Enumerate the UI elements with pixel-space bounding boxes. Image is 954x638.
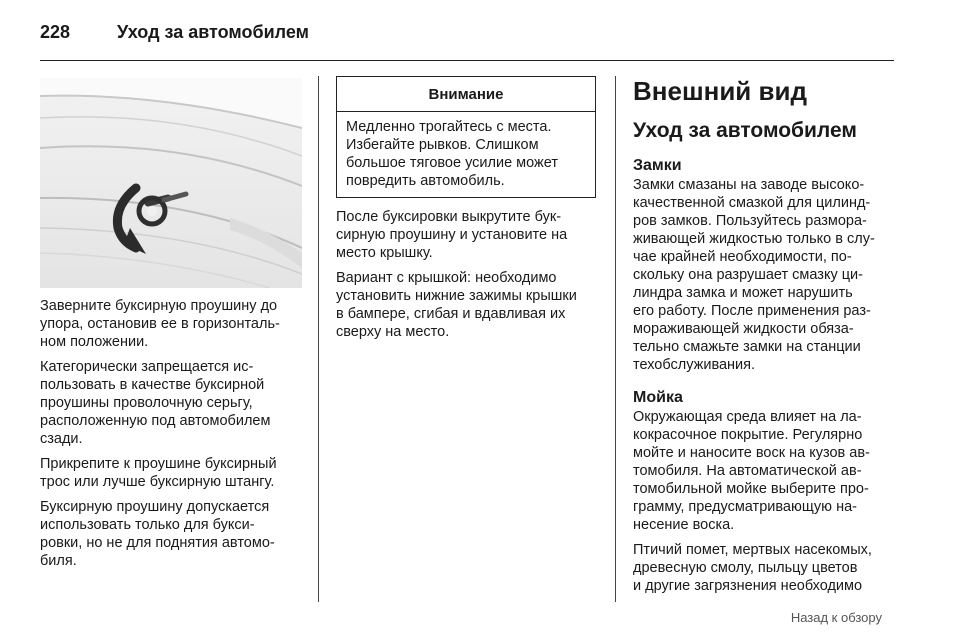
washing-paragraph: Окружающая среда влияет на ла- кокрасочное покрытие. Регулярно мойте и наносите воск на кузов ав- томобиля. На автоматической ав- томобильной мойке выберите про- грамму, предусматривающую на- несение воска. [633,409,870,533]
page-number: 228 [40,22,71,42]
warning-box [336,76,596,198]
instruction-paragraph: Вариант с крышкой: необходимо установить нижние зажимы крышки в бампере, сгибая и вдавливая их сверху на место. [336,270,577,340]
chapter-title: Уход за автомобилем [117,22,309,42]
locks-heading: Замки [633,157,682,174]
column-2 [336,76,598,348]
section-subtitle: Уход за автомобилем [633,119,857,142]
towing-eye-bumper-illustration [40,78,302,288]
instruction-paragraph: Категорически запрещается ис- пользовать в качестве буксирной проушины проволочную серьгу, расположенную под автомобилем сзади. [40,359,271,447]
column-1 [40,78,308,577]
warning-text: Медленно трогайтесь с места. Избегайте рывков. Слишком большое тяговое усилие может повредить автомобиль. [346,119,558,189]
instruction-paragraph: После буксировки выкрутите бук- сирную проушину и установите на место крышку. [336,209,568,261]
page-header [40,20,894,60]
washing-heading: Мойка [633,389,683,406]
section-title: Внешний вид [633,76,807,106]
instruction-paragraph: Заверните буксирную проушину до упора, остановив ее в горизонталь- ном положении. [40,298,280,350]
washing-paragraph: Птичий помет, мертвых насекомых, древесную смолу, пыльцу цветов и другие загрязнения необходимо [633,542,872,594]
column-divider-2 [615,76,616,602]
header-rule [40,60,894,61]
column-divider-1 [318,76,319,602]
instruction-paragraph: Буксирную проушину допускается использовать только для букси- ровки, но не для поднятия автомо- биля. [40,499,275,569]
locks-paragraph: Замки смазаны на заводе высоко- качественной смазкой для цилинд- ров замков. Пользуйтесь размора- живающей жидкостью только в слу- чае крайней необходимости, по- скольку она разрушает смазку ци- линдра замка и может нарушить его работу. После применения раз- мораживающей жидкости обяза- тельно смажьте замки на станции техобслуживания. [633,177,875,373]
instruction-paragraph: Прикрепите к проушине буксирный трос или лучше буксирную штангу. [40,456,277,490]
column-3 [633,76,899,602]
back-to-overview-link[interactable]: Назад к обзору [790,610,882,625]
warning-title: Внимание [337,77,595,112]
